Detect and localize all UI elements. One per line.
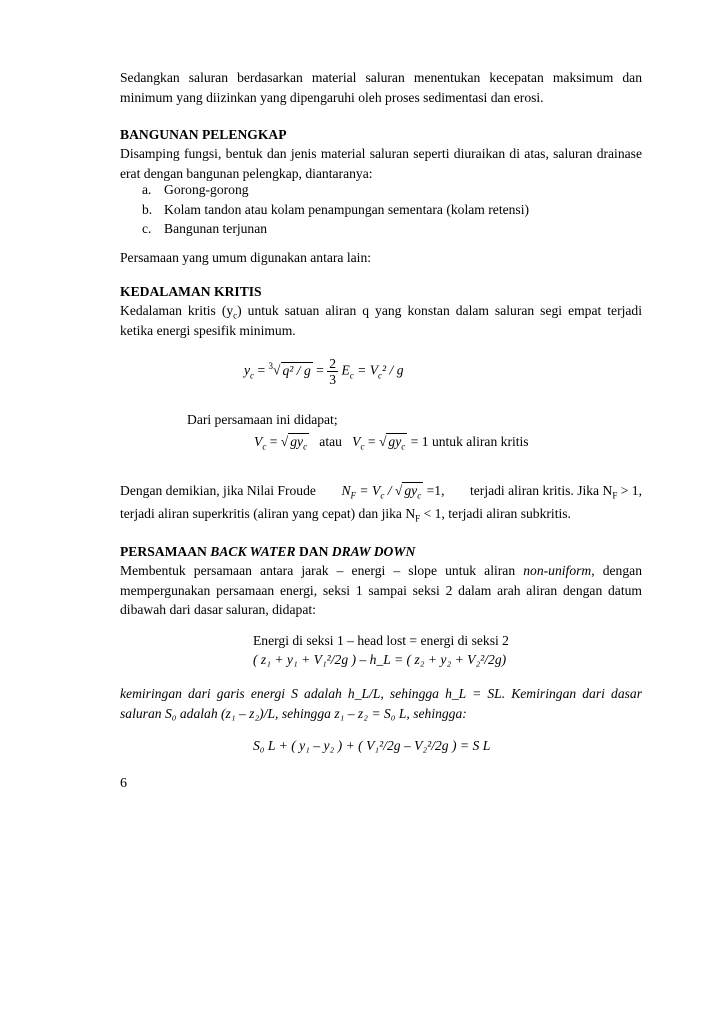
energy-formula: ( z₁ + y₁ + V₁²/2g ) – h_L = ( z₂ + y₂ + V₂²/2g)	[253, 652, 507, 667]
bangunan-paragraph: Disamping fungsi, bentuk dan jenis material saluran seperti diuraikan di atas, saluran drainase erat dengan bangunan pelengkap, diantaranya:	[120, 146, 642, 181]
energy-words-equation: Energi di seksi 1 – head lost = energi di seksi 2	[253, 633, 509, 648]
bangunan-heading: BANGUNAN PELENGKAP	[120, 127, 287, 142]
critical-velocity-equation: $V_c$ = √ $gy_c$ atau $V_c$ = √ $gy_c = 1$ untuk aliran kritis	[254, 434, 529, 452]
kritis-paragraph: Kedalaman kritis $(y_c)$ untuk satuan aliran q yang konstan dalam saluran segi empat terjadi ketika energi spesifik minimum.	[120, 303, 642, 338]
derived-text: Dari persamaan ini didapat;	[187, 412, 338, 427]
list-item: b. Kolam tandon atau kolam penampungan sementara (kolam retensi)	[142, 201, 530, 217]
slope-paragraph: kemiringan dari garis energi S adalah h_L/L, sehingga h_L = SL. Kemiringan dari dasar saluran S₀ adalah (z₁ – z₂)/L, sehingga z₁ – z₂ = S₀ L, sehingga:	[120, 686, 642, 721]
page-number: 6	[120, 776, 127, 791]
kritis-heading: KEDALAMAN KRITIS	[120, 284, 262, 299]
final-equation: S₀ L + ( y₁ – y₂ ) + ( V₁²/2g – V₂²/2g ) = S L	[253, 738, 491, 753]
froude-line-2: terjadi aliran superkritis (aliran yang cepat) dan jika $N_F < 1$, terjadi aliran subkritis.	[120, 506, 571, 524]
list-item: a. Gorong-gorong	[142, 182, 249, 197]
intro-paragraph: Sedangkan saluran berdasarkan material saluran menentukan kecepatan maksimum dan minimum yang diizinkan yang dipengaruhi oleh proses sedimentasi dan erosi.	[120, 70, 642, 105]
bangunan-list	[142, 180, 642, 239]
critical-depth-equation: $y_c = ^3√$ q² / g = $\frac{2}{3}$ $E_c = V_c^2 / g$	[244, 356, 404, 387]
persamaan-umum-text: Persamaan yang umum digunakan antara lain:	[120, 250, 372, 265]
backwater-paragraph: Membentuk persamaan antara jarak – energi – slope untuk aliran non-uniform, dengan mempergunakan persamaan energi, seksi 1 sampai seksi 2 dalam arah aliran dengan datum dibawah dari dasar saluran, didapat:	[120, 563, 642, 618]
froude-line-1: Dengan demikian, jika Nilai Froude $N_F = V_c$ / √ $gy_c =1$, terjadi aliran kritis. Jika $N_F > 1$,	[120, 483, 642, 501]
list-item: c. Bangunan terjunan	[142, 221, 268, 237]
backwater-heading: PERSAMAAN BACK WATER DAN DRAW DOWN	[120, 544, 416, 559]
